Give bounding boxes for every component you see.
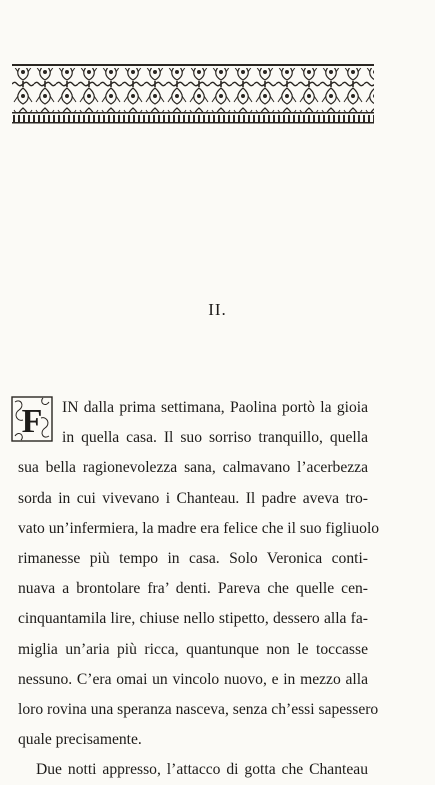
dropcap-letter: F <box>21 403 43 440</box>
text-line: Due notti appresso, l’attacco di gotta che Chanteau <box>36 761 368 779</box>
text-line: quale precisamente. <box>18 731 142 749</box>
text-line: nessuno. C’era omai un vincolo nuovo, e in mezzo alla <box>18 670 368 688</box>
text-line: loro rovina una speranza nasceva, senza ch’essi sapessero <box>18 700 379 718</box>
text-line: in quella casa. Il suo sorriso tranquillo, quella <box>62 429 368 447</box>
chapter-heading: II. <box>208 300 227 319</box>
text-line: cinquantamila lire, chiuse nello stipetto, dessero alla fa- <box>18 610 368 628</box>
text-line: miglia un’aria più ricca, quantunque non le toccasse <box>18 640 368 658</box>
text-line: vato un’infermiera, la madre era felice che il suo figliuolo <box>18 519 380 537</box>
text-line: nuava a brontolare fra’ denti. Pareva che quelle cen- <box>18 580 368 598</box>
decorative-header-band <box>12 62 374 126</box>
text-line: IN dalla prima settimana, Paolina portò la gioia <box>62 399 368 416</box>
text-line: sua bella ragionevolezza sana, calmavano l’acerbezza <box>18 459 368 477</box>
text-line: rimanesse più tempo in casa. Solo Veronica conti- <box>18 549 368 567</box>
body-text <box>18 393 380 785</box>
text-line: sorda in cui vivevano i Chanteau. Il padre aveva tro- <box>18 489 368 507</box>
